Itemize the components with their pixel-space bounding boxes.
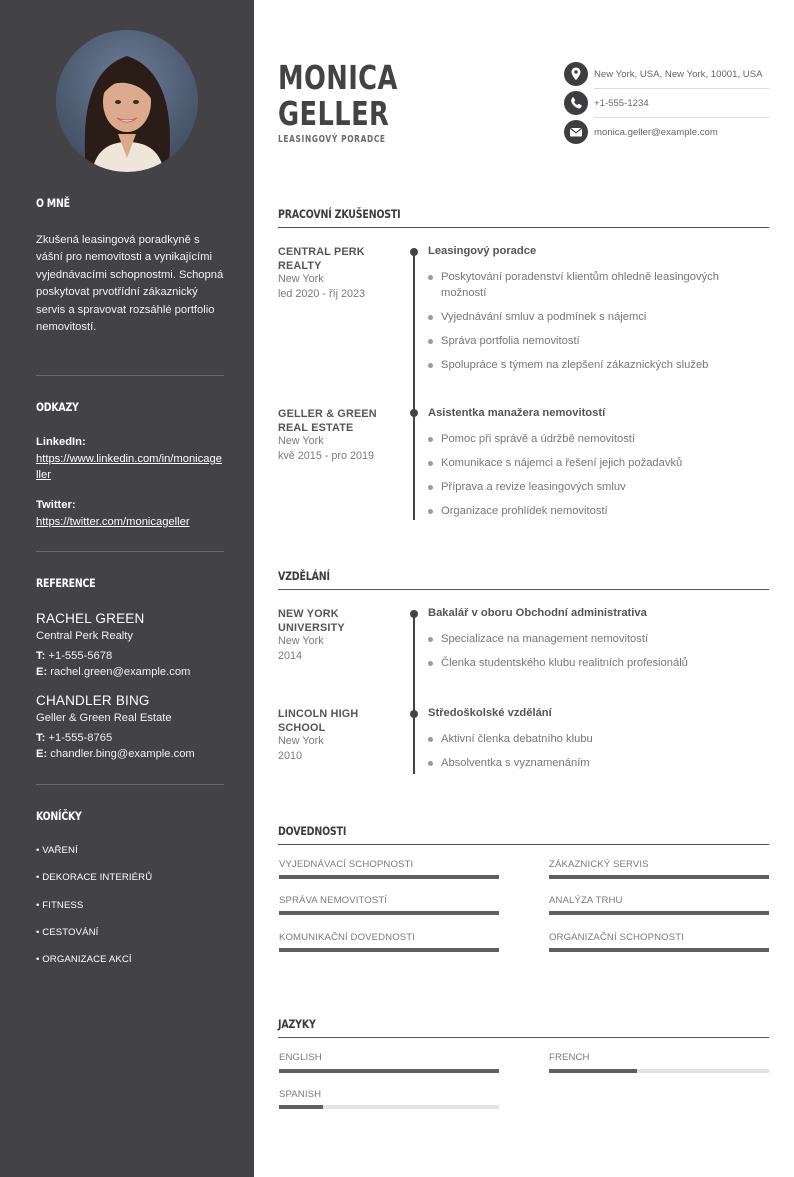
skill-bar bbox=[549, 875, 769, 879]
degree-title: Středoškolské vzdělání bbox=[428, 707, 552, 719]
language-bar-fill bbox=[279, 1069, 499, 1073]
timeline-dot bbox=[410, 409, 418, 417]
skill-bar-fill bbox=[549, 948, 769, 952]
timeline-dot bbox=[410, 248, 418, 256]
skill-bar-fill bbox=[279, 875, 499, 879]
reference-email: E: rachel.green@example.com bbox=[36, 666, 191, 678]
job-bullet: Spolupráce s týmem na zlepšení zákaznických služeb bbox=[428, 357, 758, 373]
skill-label: KOMUNIKAČNÍ DOVEDNOSTI bbox=[279, 932, 415, 943]
reference-name: CHANDLER BING bbox=[36, 693, 150, 708]
section-rule bbox=[278, 227, 769, 228]
language-bar bbox=[279, 1069, 499, 1073]
skill-label: ZÁKAZNICKÝ SERVIS bbox=[549, 859, 649, 870]
divider bbox=[36, 551, 224, 552]
last-name: GELLER bbox=[278, 94, 390, 133]
divider bbox=[594, 117, 769, 118]
hobbies-heading: KONÍČKY bbox=[36, 809, 82, 823]
timeline-line bbox=[413, 614, 415, 774]
about-text: Zkušená leasingová poradkyně s vášní pro nemovitosti a vynikajícími vyjednávacími schopnostmi. Schopná poskytovat prvotřídní zákaznický servis a spravovat rozsáhlé portfolio nemovitostí. bbox=[36, 234, 224, 334]
language-bar-fill bbox=[549, 1069, 637, 1073]
linkedin-link[interactable]: https://www.linkedin.com/in/monicageller bbox=[36, 453, 222, 481]
reference-email: E: chandler.bing@example.com bbox=[36, 748, 195, 760]
job-bullet: Vyjednávání smluv a podmínek s nájemci bbox=[428, 309, 758, 325]
school-year: 2014 bbox=[278, 650, 303, 662]
job-location: New York bbox=[278, 435, 324, 447]
references-heading: REFERENCE bbox=[36, 576, 96, 590]
skill-bar-fill bbox=[549, 875, 769, 879]
divider bbox=[594, 88, 769, 89]
education-heading: VZDĚLÁNÍ bbox=[278, 569, 330, 583]
job-bullet: Příprava a revize leasingových smluv bbox=[428, 479, 758, 495]
twitter-link[interactable]: https://twitter.com/monicageller bbox=[36, 516, 190, 528]
timeline-line bbox=[413, 252, 415, 520]
location-pin-icon bbox=[564, 62, 588, 86]
skill-bar bbox=[279, 911, 499, 915]
job-bullet: Komunikace s nájemci a řešení jejich požadavků bbox=[428, 455, 758, 471]
hobby-item: • FITNESS bbox=[36, 900, 84, 911]
phone-icon bbox=[564, 91, 588, 115]
job-bullet: Správa portfolia nemovitostí bbox=[428, 333, 758, 349]
reference-company: Geller & Green Real Estate bbox=[36, 712, 172, 724]
hobby-item: • DEKORACE INTERIÉRŮ bbox=[36, 872, 153, 883]
contact-phone: +1-555-1234 bbox=[594, 98, 649, 109]
experience-heading: PRACOVNÍ ZKUŠENOSTI bbox=[278, 207, 401, 221]
job-bullet: Pomoc při správě a údržbě nemovitostí bbox=[428, 431, 758, 447]
employer-name: GELLER & GREEN REAL ESTATE bbox=[278, 408, 377, 434]
school-location: New York bbox=[278, 635, 324, 647]
divider bbox=[36, 784, 224, 785]
links-heading: ODKAZY bbox=[36, 400, 79, 414]
school-name: LINCOLN HIGH SCHOOL bbox=[278, 708, 359, 734]
job-title: Leasingový poradce bbox=[428, 245, 537, 257]
language-label: FRENCH bbox=[549, 1052, 590, 1063]
sidebar bbox=[0, 0, 254, 1177]
linkedin-label: LinkedIn: bbox=[36, 436, 86, 448]
contact-email: monica.geller@example.com bbox=[594, 127, 718, 138]
language-bar-fill bbox=[279, 1105, 323, 1109]
school-location: New York bbox=[278, 735, 324, 747]
job-dates: kvě 2015 - pro 2019 bbox=[278, 450, 375, 462]
reference-phone: T: +1-555-8765 bbox=[36, 732, 113, 744]
skill-bar bbox=[549, 911, 769, 915]
job-title: Asistentka manažera nemovitostí bbox=[428, 407, 606, 419]
section-rule bbox=[278, 589, 769, 590]
education-bullet: Specializace na management nemovitostí bbox=[428, 631, 758, 647]
skill-bar-fill bbox=[279, 911, 499, 915]
profile-photo-icon bbox=[56, 30, 198, 172]
language-label: ENGLISH bbox=[279, 1052, 322, 1063]
skill-bar bbox=[279, 948, 499, 952]
about-heading: O MNĚ bbox=[36, 196, 70, 210]
hobby-item: • CESTOVÁNÍ bbox=[36, 927, 99, 938]
section-rule bbox=[278, 1037, 769, 1038]
job-role: LEASINGOVÝ PORADCE bbox=[278, 134, 386, 145]
reference-phone: T: +1-555-5678 bbox=[36, 650, 113, 662]
school-name: NEW YORK UNIVERSITY bbox=[278, 608, 345, 634]
job-dates: led 2020 - říj 2023 bbox=[278, 288, 366, 300]
email-icon bbox=[564, 120, 588, 144]
language-label: SPANISH bbox=[279, 1089, 322, 1100]
language-bar bbox=[549, 1069, 769, 1073]
contact-address: New York, USA, New York, 10001, USA bbox=[594, 69, 763, 80]
divider bbox=[36, 375, 224, 376]
skill-bar bbox=[279, 875, 499, 879]
first-name: MONICA bbox=[278, 58, 398, 97]
job-bullet: Organizace prohlídek nemovitostí bbox=[428, 503, 758, 519]
job-location: New York bbox=[278, 273, 324, 285]
hobby-item: • ORGANIZACE AKCÍ bbox=[36, 954, 132, 965]
degree-title: Bakalář v oboru Obchodní administrativa bbox=[428, 607, 647, 619]
employer-name: CENTRAL PERK REALTY bbox=[278, 246, 365, 272]
timeline-dot bbox=[410, 710, 418, 718]
skill-label: SPRÁVA NEMOVITOSTÍ bbox=[279, 895, 388, 906]
skill-label: ORGANIZAČNÍ SCHOPNOSTI bbox=[549, 932, 684, 943]
reference-company: Central Perk Realty bbox=[36, 630, 133, 642]
skill-bar-fill bbox=[279, 948, 499, 952]
languages-heading: JAZYKY bbox=[278, 1017, 316, 1031]
school-year: 2010 bbox=[278, 750, 303, 762]
timeline-dot bbox=[410, 610, 418, 618]
hobby-item: • VAŘENÍ bbox=[36, 845, 78, 856]
skill-bar bbox=[549, 948, 769, 952]
language-bar bbox=[279, 1105, 499, 1109]
education-bullet: Absolventka s vyznamenáním bbox=[428, 755, 758, 771]
section-rule bbox=[278, 844, 769, 845]
skills-heading: DOVEDNOSTI bbox=[278, 824, 347, 838]
education-bullet: Aktivní členka debatního klubu bbox=[428, 731, 758, 747]
education-bullet: Členka studentského klubu realitních profesionálů bbox=[428, 655, 758, 671]
reference-name: RACHEL GREEN bbox=[36, 611, 145, 626]
skill-label: VYJEDNÁVACÍ SCHOPNOSTI bbox=[279, 859, 414, 870]
skill-label: ANALÝZA TRHU bbox=[549, 895, 623, 906]
twitter-label: Twitter: bbox=[36, 499, 76, 511]
avatar bbox=[56, 30, 198, 172]
skill-bar-fill bbox=[549, 911, 769, 915]
job-bullet: Poskytování poradenství klientům ohledně leasingových možností bbox=[428, 269, 758, 301]
